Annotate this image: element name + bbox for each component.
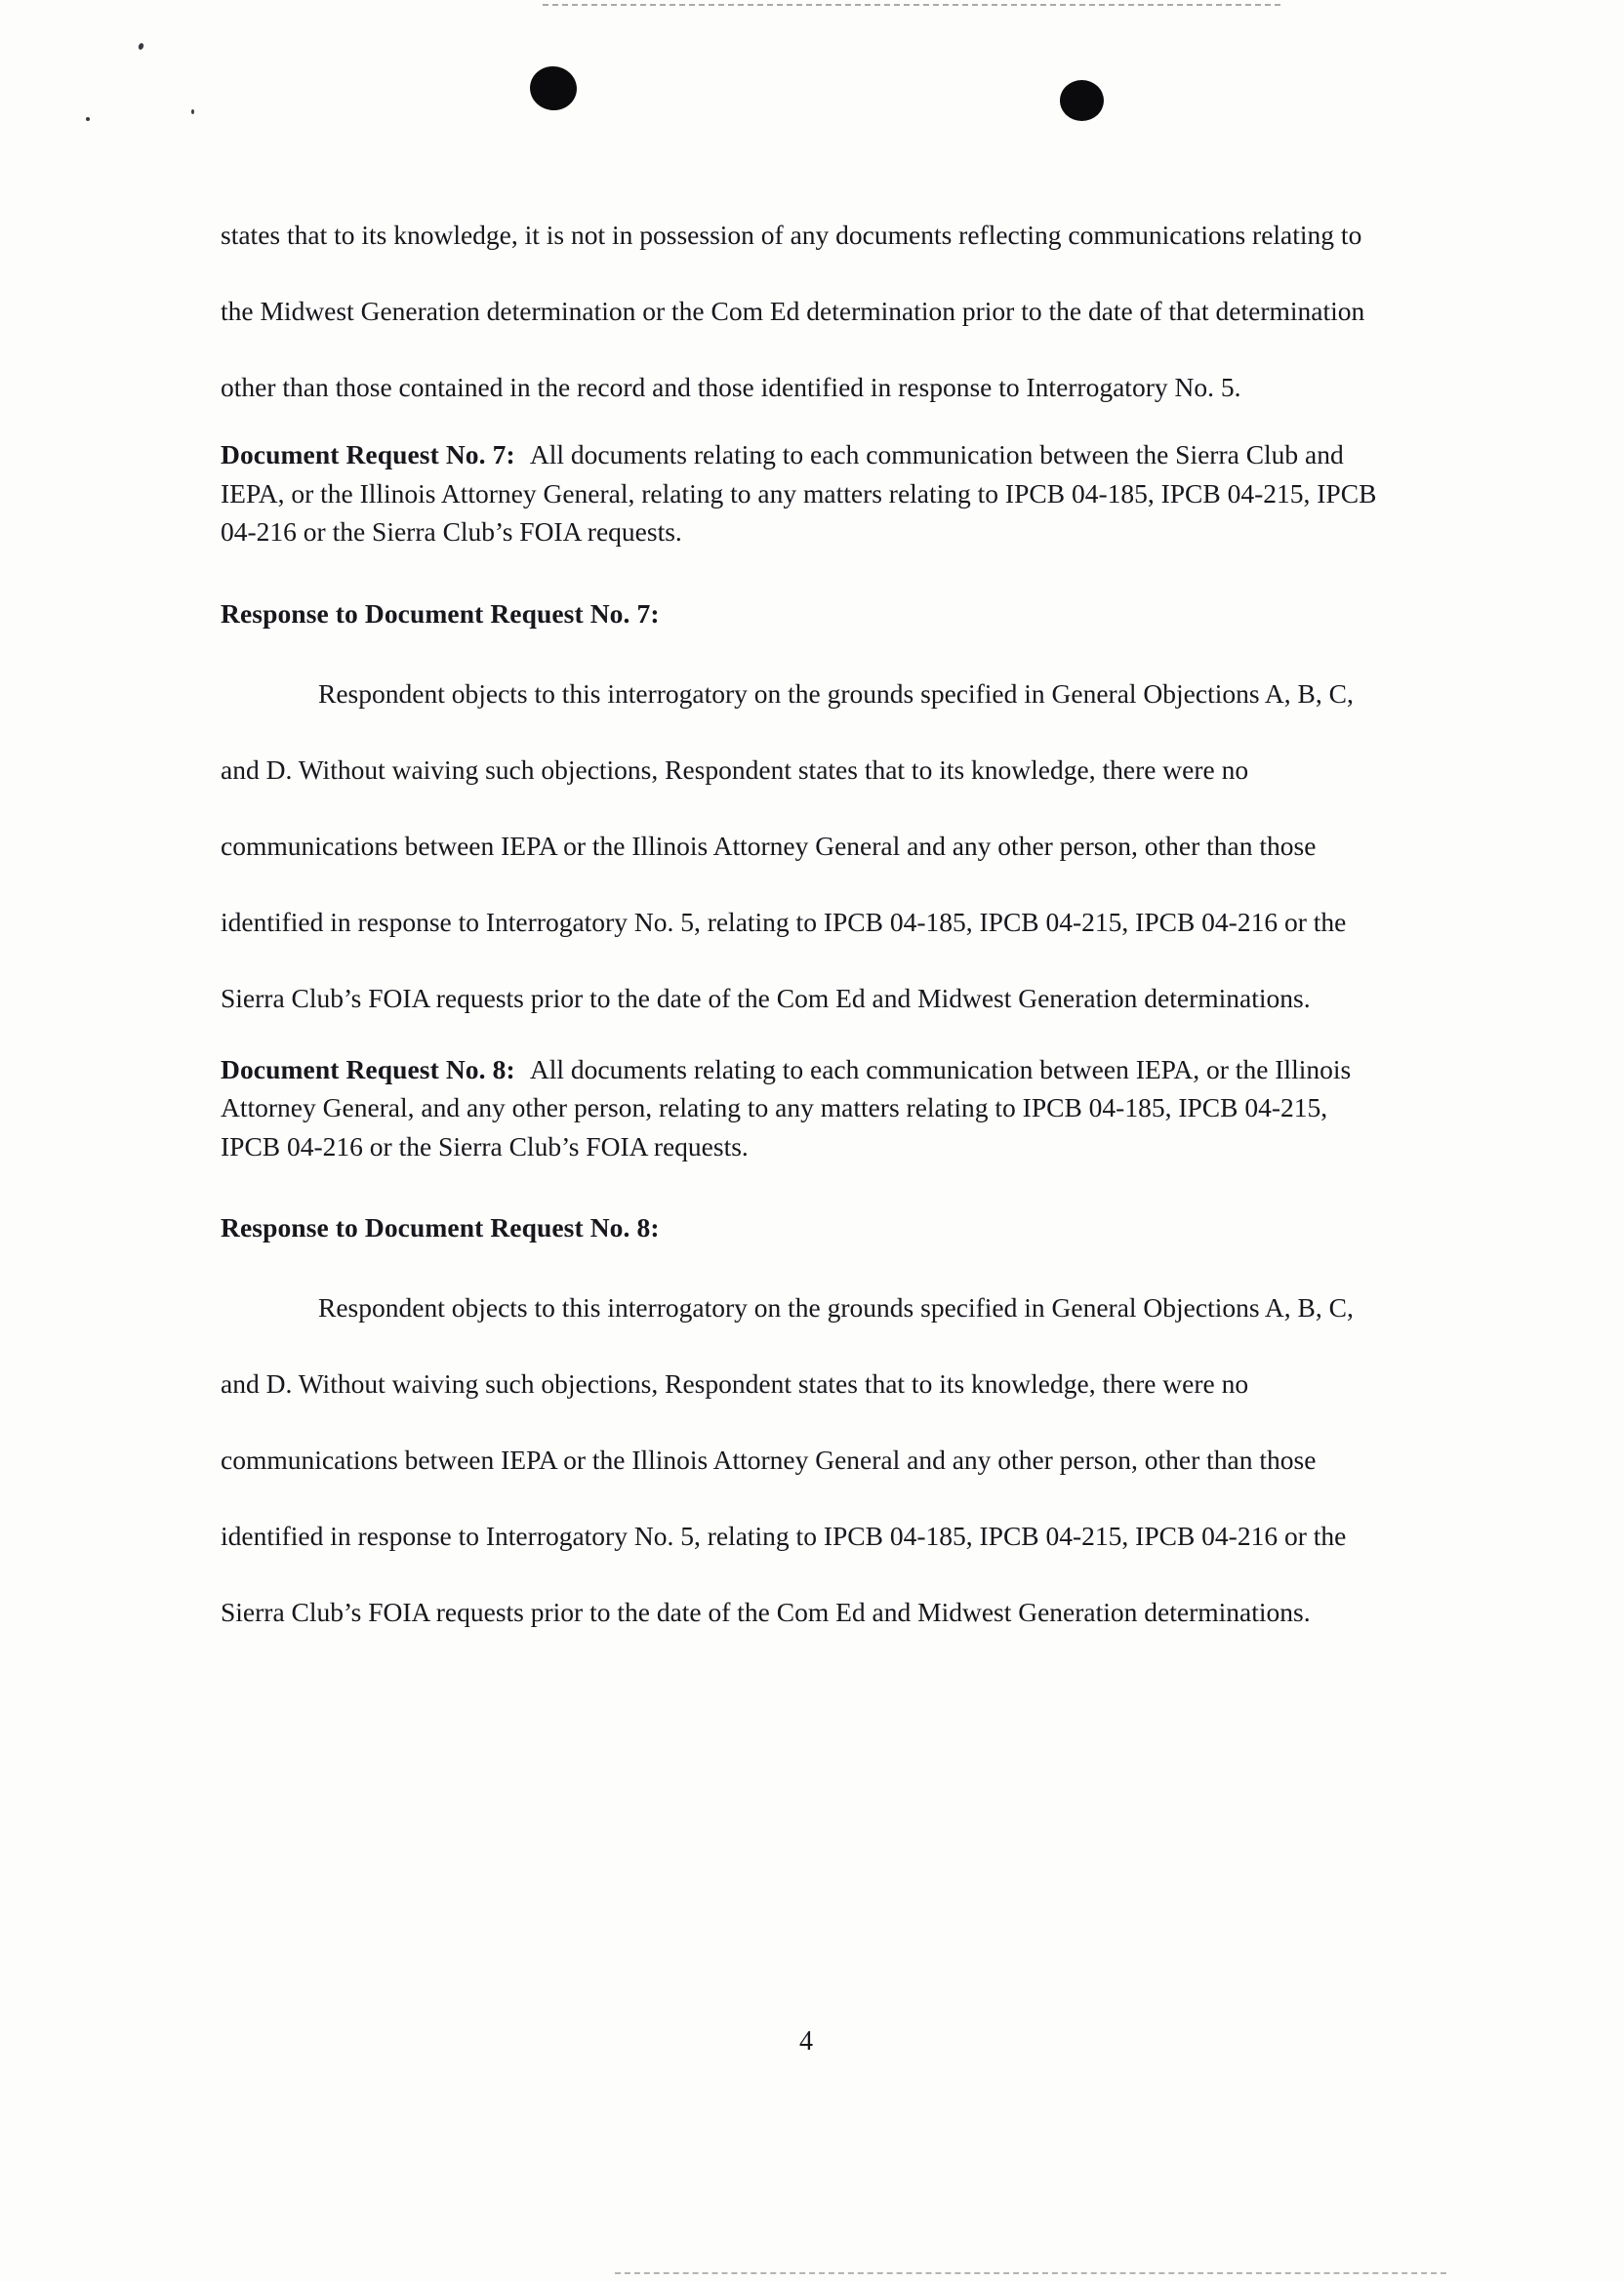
hole-punch-left	[527, 63, 580, 113]
page-number: 4	[799, 2026, 813, 2057]
document-request-8	[221, 1050, 1392, 1166]
document-request-7-text: All documents relating to each communication between the Sierra Club and IEPA, or the Illinois Attorney General, relating to any matters relating to IPCB 04-185, IPCB 04-215, IPCB 04-216 or the Sierra Club’s FOIA requests.	[221, 439, 1377, 547]
document-request-8-text: All documents relating to each communication between IEPA, or the Illinois Attorney General, and any other person, relating to any matters relating to IPCB 04-185, IPCB 04-215, IPCB 04-216 or the Sierra Club’s FOIA requests.	[221, 1053, 1352, 1161]
document-request-8-label: Document Request No. 8:	[221, 1053, 515, 1084]
hole-punch-right	[1060, 80, 1104, 121]
response-heading-8: Response to Document Request No. 8:	[221, 1212, 660, 1243]
response-paragraph-8: Respondent objects to this interrogatory on the grounds specified in General Objections A, B, C, and D. Without waiving such objections, Respondent states that to its knowledge, there were no communications between IEPA or the Illinois Attorney General and any other person, other than those identified in response to Interrogatory No. 5, relating to IPCB 04-185, IPCB 04-215, IPCB 04-216 or the Sierra Club’s FOIA requests prior to the date of the Com Ed and Midwest Generation determinations.	[221, 1292, 1354, 1627]
scan-artifact-bottom-dashed-line	[615, 2272, 1446, 2274]
response-paragraph-7: Respondent objects to this interrogatory on the grounds specified in General Objections A, B, C, and D. Without waiving such objections, Respondent states that to its knowledge, there were no communications between IEPA or the Illinois Attorney General and any other person, other than those identified in response to Interrogatory No. 5, relating to IPCB 04-185, IPCB 04-215, IPCB 04-216 or the Sierra Club’s FOIA requests prior to the date of the Com Ed and Midwest Generation determinations.	[221, 677, 1354, 1013]
scan-artifact-top-dashed-line	[543, 4, 1280, 6]
scan-speck	[138, 42, 144, 50]
intro-paragraph: states that to its knowledge, it is not in possession of any documents reflecting communications relating to the Midwest Generation determination or the Com Ed determination prior to the date of that determination other than those contained in the record and those identified in response to Interrogatory No. 5.	[221, 220, 1365, 402]
scan-speck	[191, 109, 194, 114]
document-content	[221, 197, 1392, 1664]
document-request-7	[221, 435, 1392, 551]
scan-speck	[86, 117, 90, 121]
response-heading-7: Response to Document Request No. 7:	[221, 597, 660, 629]
document-request-7-label: Document Request No. 7:	[221, 439, 515, 469]
